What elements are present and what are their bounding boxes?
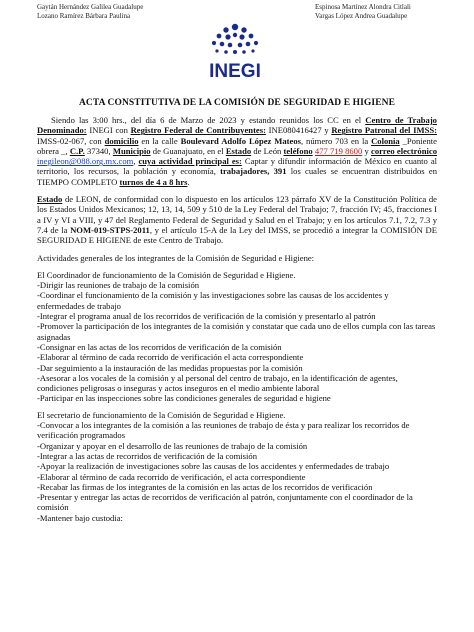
phone-number: 477 719 8600 [314,145,363,156]
list-item: -Dirigir las reuniones de trabajo de la comisión [37,280,200,291]
text-span: Siendo las 3:00 hrs., del día 6 de Marzo de 2023 y estando reunidos los CC en el [51,115,366,125]
list-item: -Convocar a los integrantes de la comisión a las reuniones de trabajo de ésta y para realizar los recorridos de verificación programados [37,420,410,441]
list-item: -Dar seguimiento a la instauración de las medidas propuestas por la comisión [37,362,303,373]
list-item: -Consignar en las actas de los recorridos de verificación de la comisión [37,341,282,352]
text-span: Captar y difundir información de México en cuanto al territorio, los recursos, la población y economía, [37,156,438,177]
email-link[interactable]: inegileon@088.org.mx.com [37,156,134,167]
text-span: de LEON, de conformidad con lo dispuesto en los artículos 123 párrafo XV de la Constitución Política de los Estados Unidos Mexicanos; 12, 13, 14, 509 y 510 de la Ley Federal del Trabajo; 7, fracción IV; 45, fracciones I a IV y VI a VIII, y 47 del Reglamento Federal de Seguridad y Salud en el Trabajo; y en los artículos 7.1, 7.2, 7.3 y 7.4 de la [37,194,437,235]
list-item: -Coordinar el funcionamiento de la comisión y las investigaciones sobre las causas de los accidentes y enfermedades de trabajo [37,290,389,311]
text-span: Estado [37,194,63,205]
text-span: INEGI con [86,125,131,136]
text-span: , número 703 en la [301,135,372,146]
text-span: turnos de 4 a 8 hrs [119,176,188,187]
text-span: Registro Patronal del IMSS: [331,125,437,136]
text-span: los cuales se encuentran distribuidos en TIEMPO COMPLETO [37,166,437,187]
paragraph-legal [37,194,437,245]
text-span: de Guanajuato, en el [150,145,226,156]
text-span: . [187,176,190,187]
paragraph-intro [37,115,437,187]
document-title: ACTA CONSTITUTIVA DE LA COMISIÓN DE SEGURIDAD E HIGIENE [78,98,396,108]
text-span: y [362,145,371,156]
list-item: -Organizar y apoyar en el desarrollo de las reuniones de trabajo de la comisión [37,440,308,451]
list-item: -Mantener bajo custodia: [37,512,123,523]
text-span: Estado [225,145,252,156]
author-name: Lozano Ramírez Bárbara Paulina [37,12,131,20]
text-span: IMSS-02-067, con [37,135,105,146]
text-span: Municipio [112,145,151,156]
list-item: -Apoyar la realización de investigaciones sobre las causas de los accidentes y enfermedades de trabajo [37,461,390,472]
text-span: INE080416427 [265,125,322,136]
text-span: , y el artículo 15-A de la Ley del IMSS, se procedió a integrar la COMISIÓN DE SEGURIDAD E HIGIENE de este Centro de Trabajo. [37,224,437,246]
list-item: -Integrar el programa anual de los recorridos de verificación de la comisión y presentarlo al patrón [37,311,376,322]
header-authors-right [315,3,411,21]
text-span: C.P. [69,145,85,156]
text-span: _Poniente obrera _, [37,135,437,156]
author-name: Vargas López Andrea Guadalupe [315,12,408,20]
text-span: 37340, [84,145,113,156]
text-span: Registro Federal de Contribuyentes: [130,125,266,136]
paragraph-activities: Actividades generales de los integrantes de la Comisión de Seguridad e Higiene: [37,252,315,263]
list-item: -Recabar las firmas de los integrantes de la comisión en las actas de los recorridos de verificación [37,481,373,492]
header-authors-left [37,3,143,21]
list-item: -Promover la participación de los integrantes de la comisión y constatar que cada uno de ellos cumpla con las tareas asignadas [37,321,436,342]
list-item: -Participar en las inspecciones sobre las condiciones generales de seguridad e higiene [37,393,331,404]
author-name: Espinosa Martínez Alondra Citlali [315,3,411,11]
text-span: correo electrónico [371,145,437,156]
coordinator-section [37,270,437,404]
text-span: y [321,125,332,136]
text-span: teléfono [283,145,313,156]
text-span: Boulevard Adolfo López Mateos [180,135,301,146]
text-span: de León [251,145,284,156]
author-name: Gaytán Hernández Galilea Guadalupe [37,3,144,11]
text-span: Colonia [371,135,400,146]
text-span: Centro de Trabajo Denominado: [37,115,437,136]
list-item: -Asesorar a los vocales de la comisión y al personal del centro de trabajo, en la identificación de agentes, condiciones peligrosas o inseguras y actos inseguros en el medio ambiente laboral [37,372,398,394]
text-span: trabajadores, 391 [220,166,287,177]
list-item: -Presentar y entregar las actas de recorridos de verificación al patrón, conjuntamente con el coordinador de la comisión [37,492,413,513]
document-body [37,115,437,529]
section-heading: El Coordinador de funcionamiento de la Comisión de Seguridad e Higiene. [37,269,296,280]
secretary-section [37,410,437,523]
list-item: -Elaborar al término de cada recorrido de verificación el acta correspondiente [37,352,304,363]
inegi-logo [200,21,270,83]
text-span: , [133,156,139,167]
logo-wordmark: INEGI [209,61,261,82]
text-span: en la calle [138,135,181,146]
text-span: domicilio [104,135,139,146]
list-item: -Elaborar al término de cada recorrido de verificación, el acta correspondiente [37,471,306,482]
list-item: -Integrar a las actas de recorridos de verificación de la comisión [37,450,257,461]
section-heading: El secretario de funcionamiento de la Comisión de Seguridad e Higiene. [37,409,286,420]
text-span: cuya actividad principal es: [138,156,242,167]
text-span: NOM-019-STPS-2011 [70,224,150,235]
